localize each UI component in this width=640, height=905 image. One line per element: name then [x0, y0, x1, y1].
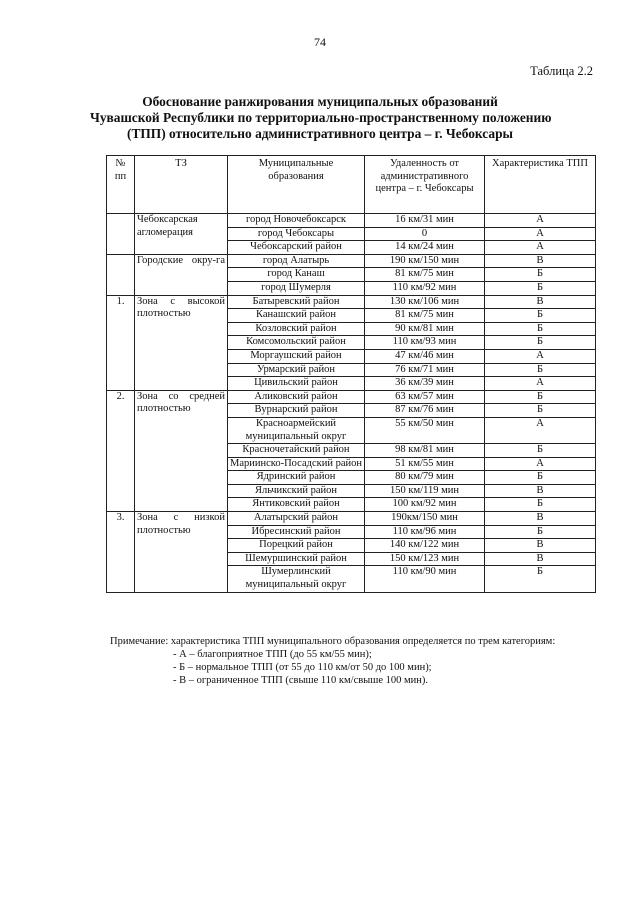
distance-cell: 140 км/122 мин	[365, 539, 485, 553]
table-row	[107, 295, 596, 309]
characteristic-cell: А	[485, 377, 596, 391]
distance-cell: 55 км/50 мин	[365, 417, 485, 443]
characteristic-cell: Б	[485, 525, 596, 539]
municipality-cell: Ибресинский район	[228, 525, 365, 539]
distance-cell: 0	[365, 227, 485, 241]
distance-cell: 81 км/75 мин	[365, 268, 485, 282]
header-municipality: Муниципальные образования	[228, 156, 365, 214]
characteristic-cell: А	[485, 214, 596, 228]
header-distance: Удаленность от административного центра – г. Чебоксары	[365, 156, 485, 214]
distance-cell: 110 км/93 мин	[365, 336, 485, 350]
characteristic-cell: Б	[485, 268, 596, 282]
group-number	[107, 254, 135, 295]
distance-cell: 80 км/79 мин	[365, 471, 485, 485]
header-num: № пп	[107, 156, 135, 214]
characteristic-cell: В	[485, 539, 596, 553]
characteristic-cell: В	[485, 484, 596, 498]
note-item: - А – благоприятное ТПП (до 55 км/55 мин);	[173, 649, 372, 660]
characteristic-cell: Б	[485, 336, 596, 350]
characteristic-cell: Б	[485, 322, 596, 336]
characteristic-cell: Б	[485, 404, 596, 418]
distance-cell: 63 км/57 мин	[365, 390, 485, 404]
municipality-cell: Ядринский район	[228, 471, 365, 485]
group-zone: Зона со средней плотностью	[135, 390, 228, 511]
municipality-cell: Урмарский район	[228, 363, 365, 377]
group-zone: Чебоксарская агломерация	[135, 214, 228, 255]
distance-cell: 110 км/92 мин	[365, 281, 485, 295]
municipality-cell: Янтиковский район	[228, 498, 365, 512]
municipality-cell: Моргаушский район	[228, 349, 365, 363]
header-tz: ТЗ	[135, 156, 228, 214]
characteristic-cell: В	[485, 552, 596, 566]
municipality-cell: Козловский район	[228, 322, 365, 336]
distance-cell: 36 км/39 мин	[365, 377, 485, 391]
title-line: Обоснование ранжирования муниципальных образований	[142, 94, 498, 109]
note	[110, 635, 590, 687]
characteristic-cell: В	[485, 512, 596, 526]
group-number	[107, 214, 135, 255]
distance-cell: 90 км/81 мин	[365, 322, 485, 336]
ranking-table	[106, 155, 596, 593]
note-item: - Б – нормальное ТПП (от 55 до 110 км/от 50 до 100 мин);	[173, 662, 432, 673]
distance-cell: 16 км/31 мин	[365, 214, 485, 228]
municipality-cell: Цивильский район	[228, 377, 365, 391]
municipality-cell: Чебоксарский район	[228, 241, 365, 255]
distance-cell: 110 км/90 мин	[365, 566, 485, 592]
note-intro: Примечание: характеристика ТПП муниципального образования определяется по трем категориям:	[110, 636, 556, 647]
table-row	[107, 254, 596, 268]
municipality-cell: город Шумерля	[228, 281, 365, 295]
municipality-cell: Батыревский район	[228, 295, 365, 309]
municipality-cell: Яльчикский район	[228, 484, 365, 498]
distance-cell: 76 км/71 мин	[365, 363, 485, 377]
municipality-cell: Красноармейский муниципальный округ	[228, 417, 365, 443]
municipality-cell: город Канаш	[228, 268, 365, 282]
distance-cell: 190 км/150 мин	[365, 254, 485, 268]
characteristic-cell: Б	[485, 390, 596, 404]
municipality-cell: Комсомольский район	[228, 336, 365, 350]
title-line: (ТПП) относительно административного центра – г. Чебоксары	[127, 126, 513, 141]
table-header-row	[107, 156, 596, 214]
characteristic-cell: Б	[485, 471, 596, 485]
group-zone: Городские окру-га	[135, 254, 228, 295]
municipality-cell: Мариинско-Посадский район	[228, 457, 365, 471]
distance-cell: 150 км/123 мин	[365, 552, 485, 566]
characteristic-cell: А	[485, 227, 596, 241]
table-row	[107, 512, 596, 526]
title-line: Чувашской Республики по территориально-пространственному положению	[90, 110, 552, 125]
header-characteristic: Характеристика ТПП	[485, 156, 596, 214]
group-zone: Зона с высокой плотностью	[135, 295, 228, 390]
distance-cell: 150 км/119 мин	[365, 484, 485, 498]
municipality-cell: город Чебоксары	[228, 227, 365, 241]
table-row	[107, 390, 596, 404]
characteristic-cell: Б	[485, 566, 596, 592]
distance-cell: 98 км/81 мин	[365, 444, 485, 458]
characteristic-cell: Б	[485, 281, 596, 295]
characteristic-cell: А	[485, 417, 596, 443]
municipality-cell: Красночетайский район	[228, 444, 365, 458]
characteristic-cell: Б	[485, 309, 596, 323]
table-label: Таблица 2.2	[530, 64, 593, 78]
distance-cell: 100 км/92 мин	[365, 498, 485, 512]
municipality-cell: Вурнарский район	[228, 404, 365, 418]
municipality-cell: город Алатырь	[228, 254, 365, 268]
group-number: 1.	[107, 295, 135, 390]
distance-cell: 110 км/96 мин	[365, 525, 485, 539]
distance-cell: 130 км/106 мин	[365, 295, 485, 309]
group-zone: Зона с низкой плотностью	[135, 512, 228, 593]
distance-cell: 87 км/76 мин	[365, 404, 485, 418]
municipality-cell: Алатырский район	[228, 512, 365, 526]
distance-cell: 190км/150 мин	[365, 512, 485, 526]
characteristic-cell: Б	[485, 444, 596, 458]
characteristic-cell: А	[485, 457, 596, 471]
group-number: 3.	[107, 512, 135, 593]
characteristic-cell: А	[485, 241, 596, 255]
characteristic-cell: А	[485, 349, 596, 363]
distance-cell: 14 км/24 мин	[365, 241, 485, 255]
characteristic-cell: В	[485, 254, 596, 268]
characteristic-cell: Б	[485, 363, 596, 377]
municipality-cell: Шумерлинский муниципальный округ	[228, 566, 365, 592]
distance-cell: 47 км/46 мин	[365, 349, 485, 363]
note-item: - В – ограниченное ТПП (свыше 110 км/свыше 100 мин).	[173, 675, 428, 686]
table-body	[107, 214, 596, 593]
distance-cell: 51 км/55 мин	[365, 457, 485, 471]
group-number: 2.	[107, 390, 135, 511]
distance-cell: 81 км/75 мин	[365, 309, 485, 323]
municipality-cell: Порецкий район	[228, 539, 365, 553]
municipality-cell: Аликовский район	[228, 390, 365, 404]
table-row	[107, 214, 596, 228]
document-title	[90, 94, 550, 142]
municipality-cell: город Новочебоксарск	[228, 214, 365, 228]
characteristic-cell: Б	[485, 498, 596, 512]
municipality-cell: Шемуршинский район	[228, 552, 365, 566]
page-number: 74	[314, 35, 326, 49]
characteristic-cell: В	[485, 295, 596, 309]
municipality-cell: Канашский район	[228, 309, 365, 323]
